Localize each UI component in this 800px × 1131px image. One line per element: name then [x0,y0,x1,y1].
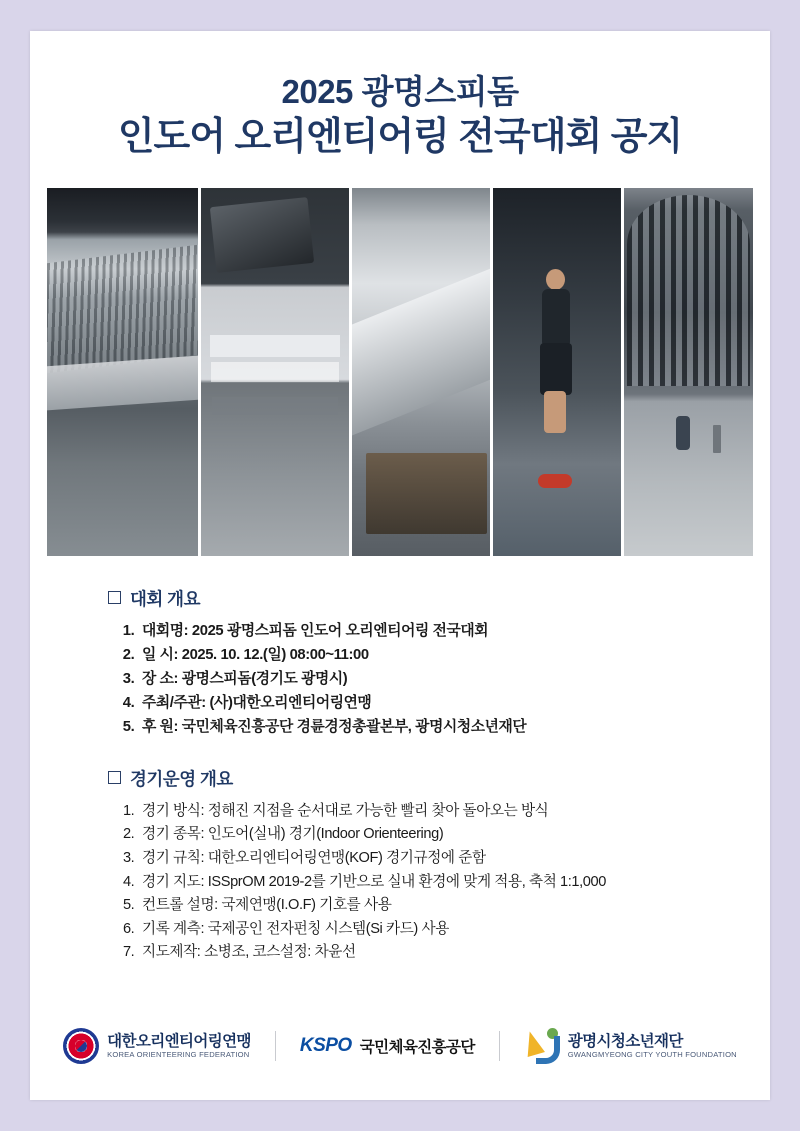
logo-subtitle: KOREA ORIENTEERING FEDERATION [107,1050,250,1060]
overview-list [108,620,770,740]
title-line-2: 인도어 오리엔티어링 전국대회 공지 [117,116,683,159]
title-line-1: 2025 광명스피돔 [281,73,519,110]
list-item: 1. 경기 방식: 정해진 지점을 순서대로 가능한 빨리 찾아 돌아오는 방식 [138,800,770,824]
gwangmyeong-youth-icon [524,1028,560,1064]
checkbox-square-icon [108,771,121,784]
checkbox-square-icon [108,591,121,604]
operation-list [108,800,770,965]
list-item: 3. 경기 규칙: 대한오리엔티어링연맹(KOF) 경기규정에 준함 [138,847,770,871]
logo-kspo [276,1035,499,1057]
logo-gwangmyeong-city-youth-foundation [500,1028,761,1064]
runner-figure [534,269,580,482]
sponsor-logo-row [30,1028,770,1064]
section-competition-overview [108,586,770,740]
list-item: 5. 후 원: 국민체육진흥공단 경륜경정총괄본부, 광명시청소년재단 [138,716,770,740]
list-item: 7. 지도제작: 소병조, 코스설정: 차윤선 [138,941,770,965]
photo-runner-athlete [493,188,621,556]
logo-name: 국민체육진흥공단 [359,1039,475,1056]
kof-emblem-icon [63,1028,99,1064]
poster-title [30,31,770,180]
photo-stairwell-atrium [201,188,349,556]
logo-name: 광명시청소년재단 [567,1032,683,1050]
poster-card [30,31,770,1100]
section-heading-label: 경기운영 개요 [130,768,233,789]
kspo-wordmark-icon: KSPO [299,1035,352,1056]
logo-subtitle: GWANGMYEONG CITY YOUTH FOUNDATION [567,1050,737,1060]
logo-name: 대한오리엔티어링연맹 [107,1032,251,1050]
photo-escalator-hall [352,188,490,556]
section-heading-label: 대회 개요 [130,588,200,609]
list-item: 4. 주최/주관: (사)대한오리엔티어링연맹 [138,692,770,716]
list-item: 2. 일 시: 2025. 10. 12.(일) 08:00~11:00 [138,644,770,668]
list-item: 3. 장 소: 광명스피돔(경기도 광명시) [138,668,770,692]
section-heading [108,766,770,791]
section-operation-overview [108,766,770,965]
poster-body [30,556,770,965]
logo-korea-orienteering-federation [39,1028,275,1064]
section-heading [108,586,770,611]
photo-strip [47,188,753,556]
list-item: 6. 기록 계측: 국제공인 전자펀칭 시스템(Si 카드) 사용 [138,918,770,942]
photo-stadium-exterior-plaza [624,188,753,556]
photo-velodrome-track-interior [47,188,198,556]
list-item: 5. 컨트롤 설명: 국제연맹(I.O.F) 기호를 사용 [138,894,770,918]
list-item: 4. 경기 지도: ISSprOM 2019-2를 기반으로 실내 환경에 맞게 적용, 축척 1:1,000 [138,871,770,895]
list-item: 1. 대회명: 2025 광명스피돔 인도어 오리엔티어링 전국대회 [138,620,770,644]
list-item: 2. 경기 종목: 인도어(실내) 경기(Indoor Orienteering) [138,823,770,847]
